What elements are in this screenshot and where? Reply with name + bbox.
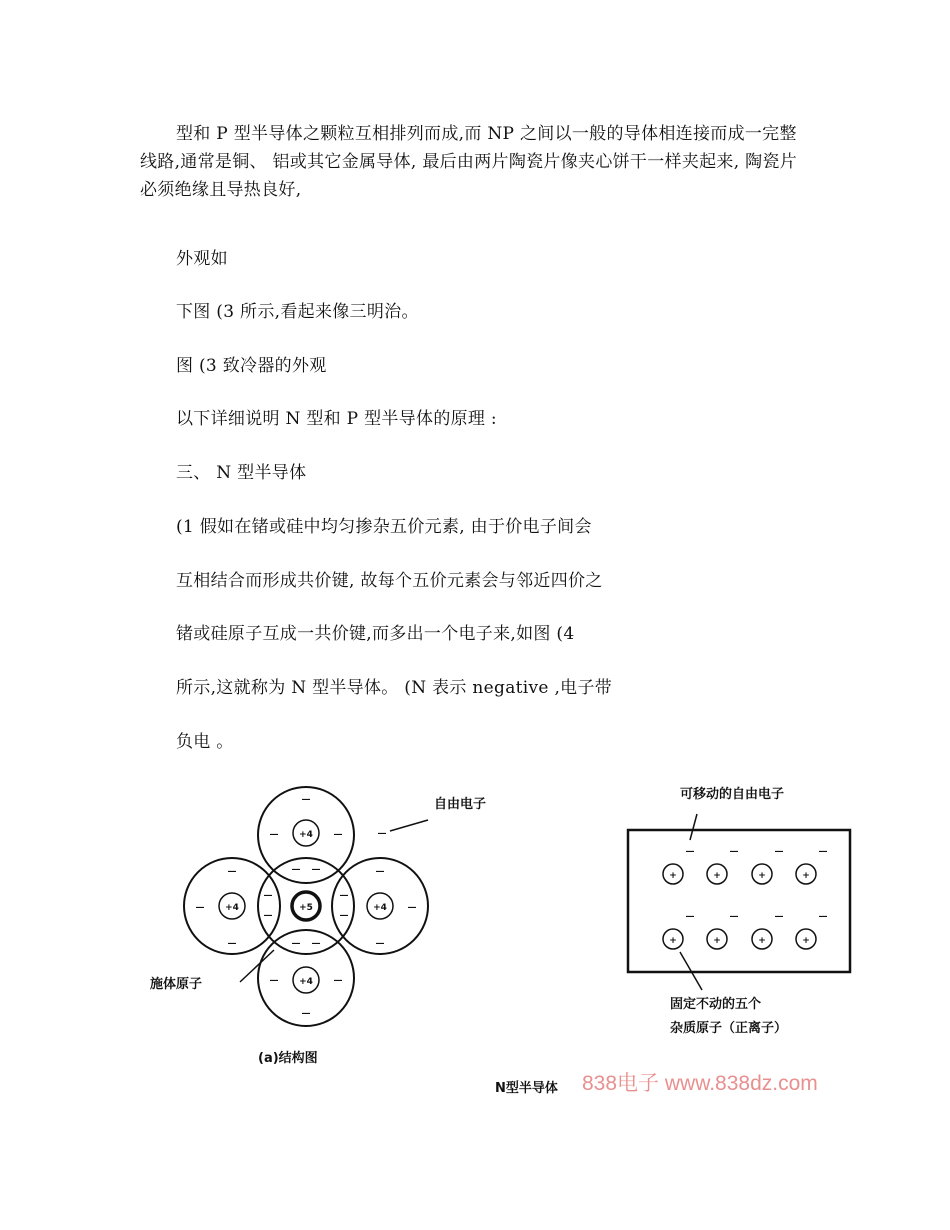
text-line-principle-intro: 以下详细说明 N 型和 P 型半导体的原理 : <box>176 409 497 429</box>
charge-top: +4 <box>299 830 313 840</box>
charge-left: +4 <box>225 903 239 913</box>
mobile-electron-label: 可移动的自由电子 <box>680 787 785 802</box>
paragraph-np-structure: 型和 P 型半导体之颗粒互相排列而成,而 NP 之间以一般的导体相连接而成一完整线路,通常是铜、 铝或其它金属导体, 最后由两片陶瓷片像夹心饼干一样夹起来, 陶瓷片必须绝缘且导热良好, <box>140 124 798 200</box>
mobile-electron: — <box>774 912 784 922</box>
electron: — <box>333 976 343 986</box>
electron: — <box>407 903 417 913</box>
free-electron-label: 自由电子 <box>434 797 487 812</box>
electron: — <box>333 830 343 840</box>
figure-caption-cooler: 图 (3 致冷器的外观 <box>176 356 327 376</box>
electron: — <box>301 795 311 805</box>
fixed-ion-label-line1: 固定不动的五个 <box>670 997 762 1012</box>
fixed-ion-label-line2: 杂质原子（正离子） <box>670 1021 788 1036</box>
ion-sign: + <box>802 936 810 946</box>
text-line-doping-3: 锗或硅原子互成一共价键,而多出一个电子来,如图 (4 <box>176 624 575 644</box>
charge-right: +4 <box>373 903 387 913</box>
mobile-electron: — <box>685 912 695 922</box>
text-line-doping-1: (1 假如在锗或硅中均匀掺杂五价元素, 由于价电子间会 <box>176 517 592 537</box>
mobile-electron: — <box>774 847 784 857</box>
electron: — <box>339 891 349 901</box>
electron: — <box>311 865 321 875</box>
figure-svg <box>150 768 870 1098</box>
text-line-appearance: 外观如 <box>176 249 228 269</box>
section-heading-n-type: 三、 N 型半导体 <box>176 463 307 483</box>
electron: — <box>227 867 237 877</box>
ion-sign: + <box>758 936 766 946</box>
electron: — <box>375 867 385 877</box>
text-line-doping-5: 负电 。 <box>176 732 234 752</box>
electron: — <box>311 939 321 949</box>
electron: — <box>227 939 237 949</box>
nucleus-charges <box>225 830 387 987</box>
electron: — <box>269 976 279 986</box>
mobile-electron-pointer <box>690 814 697 840</box>
n-type-semiconductor-figure <box>150 768 870 1098</box>
text-line-figure-ref: 下图 (3 所示,看起来像三明治。 <box>176 302 419 322</box>
mobile-electron: — <box>685 847 695 857</box>
electron: — <box>263 911 273 921</box>
ion-sign: + <box>758 871 766 881</box>
mobile-electron: — <box>729 912 739 922</box>
electron: — <box>291 939 301 949</box>
mobile-electron: — <box>818 912 828 922</box>
ion-signs <box>669 871 810 946</box>
electron: — <box>195 903 205 913</box>
free-electron-pointer <box>390 820 428 831</box>
n-type-block-diagram <box>628 786 850 1036</box>
ion-sign: + <box>713 936 721 946</box>
ion-sign: + <box>802 871 810 881</box>
electron: — <box>301 1009 311 1019</box>
text-line-doping-2: 互相结合而形成共价键, 故每个五价元素会与邻近四价之 <box>176 571 603 591</box>
mobile-electron: — <box>729 847 739 857</box>
electron: — <box>375 939 385 949</box>
charge-center: +5 <box>299 903 313 913</box>
text-line-doping-4: 所示,这就称为 N 型半导体。 (N 表示 negative ,电子带 <box>176 678 613 698</box>
ion-sign: + <box>669 936 677 946</box>
free-electron: — <box>377 829 387 839</box>
site-watermark: 838电子 www.838dz.com <box>582 1072 818 1095</box>
donor-atom-label: 施体原子 <box>150 977 203 992</box>
electron: — <box>263 891 273 901</box>
n-type-label: N型半导体 <box>495 1081 558 1096</box>
electron: — <box>339 911 349 921</box>
mobile-electron: — <box>818 847 828 857</box>
ion-sign: + <box>713 871 721 881</box>
electron: — <box>291 865 301 875</box>
ion-sign: + <box>669 871 677 881</box>
charge-bottom: +4 <box>299 977 313 987</box>
electron: — <box>269 830 279 840</box>
structure-caption: (a)结构图 <box>258 1051 318 1066</box>
semiconductor-block <box>628 830 850 972</box>
